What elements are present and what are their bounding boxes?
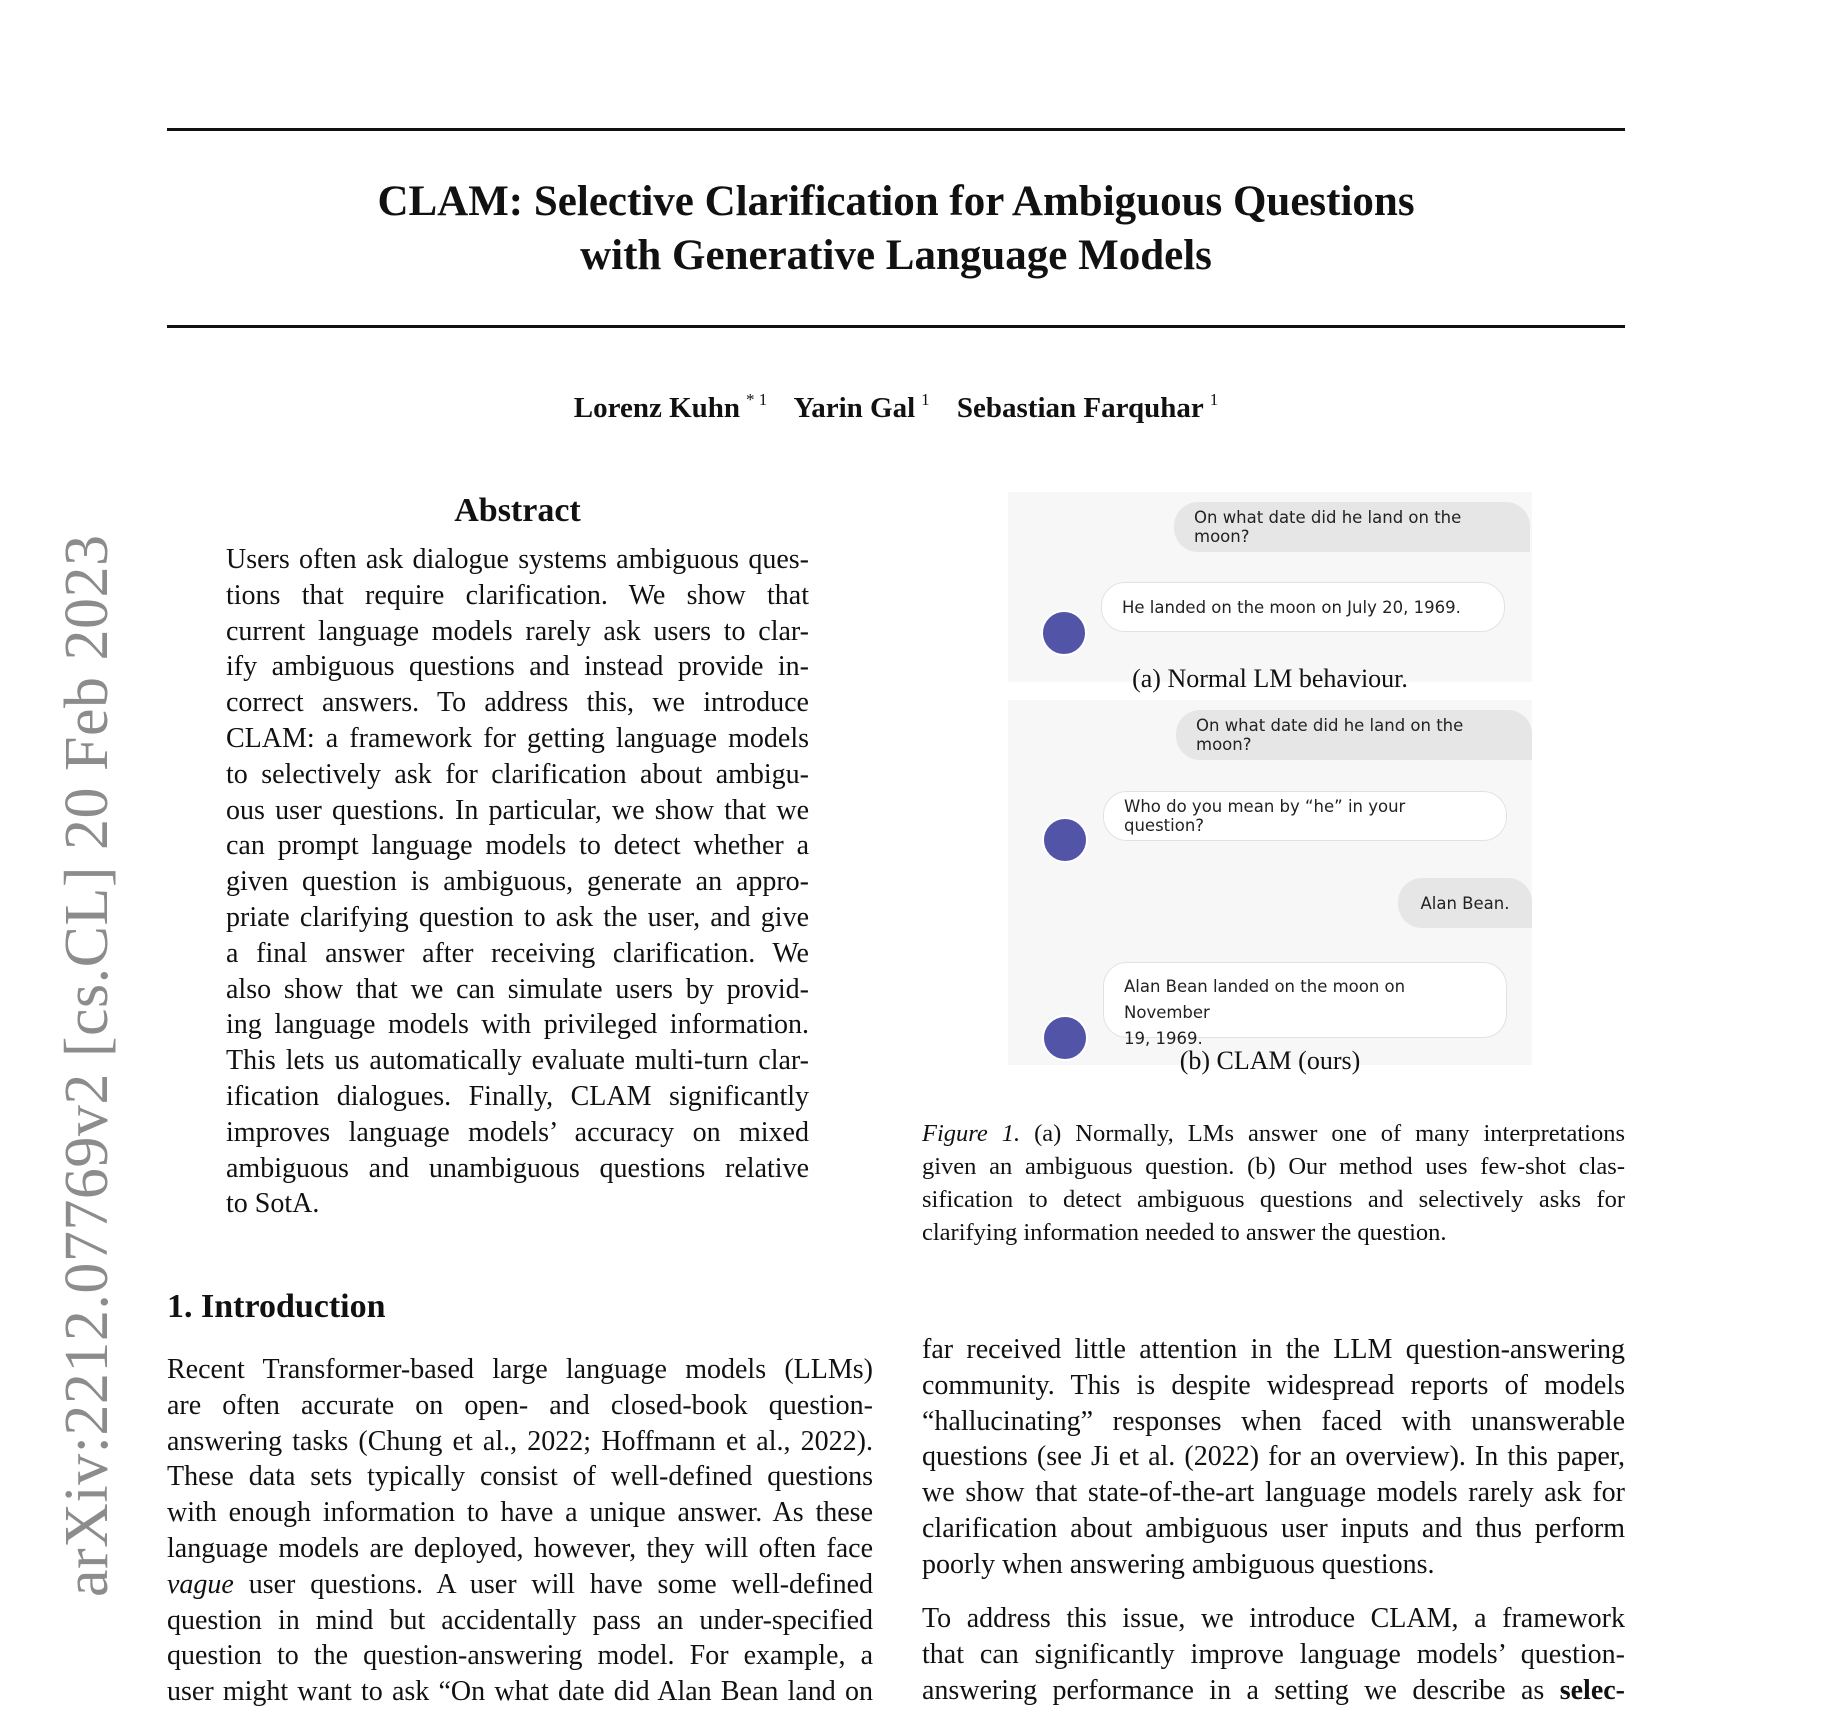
- abstract-body: [226, 542, 809, 1222]
- author-affiliation: * 1: [746, 390, 768, 409]
- caption-line: [922, 1117, 1625, 1150]
- title-rule-bottom: [167, 325, 1625, 328]
- intro-line: answering tasks (Chung et al., 2022; Hoffmann et al., 2022).: [167, 1425, 873, 1457]
- intro-line: clarification about ambiguous user inputs and thus perform: [922, 1512, 1625, 1544]
- abstract-line: to SotA.: [226, 1188, 320, 1220]
- abstract-heading: Abstract: [454, 492, 581, 529]
- intro-line-text: user questions. A user will have some well-defined: [248, 1568, 874, 1600]
- intro-line: “hallucinating” responses when faced with unanswerable: [922, 1405, 1625, 1437]
- user-question-bubble: On what date did he land on the moon?: [1174, 502, 1530, 552]
- figure-panel-normal-lm: [1008, 492, 1532, 693]
- intro-line: far received little attention in the LLM question-answering: [922, 1334, 1625, 1365]
- user-reply-bubble: Alan Bean.: [1398, 878, 1532, 928]
- author-name: Yarin Gal: [793, 392, 916, 424]
- intro-line: that can significantly improve language models’ question-: [922, 1638, 1625, 1670]
- abstract-line: ify ambiguous questions and instead provide in-: [226, 651, 809, 683]
- abstract-line: to selectively ask for clarification about ambigu-: [226, 758, 809, 790]
- author-name: Lorenz Kuhn: [573, 392, 741, 424]
- paper-title-line1: CLAM: Selective Clarification for Ambiguous Questions: [377, 178, 1415, 225]
- bot-answer-bubble: He landed on the moon on July 20, 1969.: [1101, 582, 1505, 632]
- title-rule-top: [167, 128, 1625, 131]
- intro-left-column: [167, 1352, 873, 1710]
- bot-answer-line: Alan Bean landed on the moon on November: [1124, 977, 1406, 1022]
- abstract-line: This lets us automatically evaluate multi-turn clar-: [226, 1045, 809, 1077]
- caption-text: (a) Normally, LMs answer one of many interpretations: [1034, 1120, 1626, 1147]
- intro-line: To address this issue, we introduce CLAM, a framework: [922, 1603, 1625, 1634]
- abstract-line: tions that require clarification. We show that: [226, 579, 809, 611]
- subfigure-caption-b: (b) CLAM (ours): [1179, 1046, 1361, 1075]
- abstract-line: improves language models’ accuracy on mixed: [226, 1116, 809, 1148]
- intro-line: [922, 1673, 1625, 1709]
- abstract-line: can prompt language models to detect whether a: [226, 830, 809, 862]
- abstract-line: also show that we can simulate users by provid-: [226, 973, 809, 1005]
- caption-line: clarifying information needed to answer the question.: [922, 1219, 1447, 1246]
- abstract-line: Users often ask dialogue systems ambiguous ques-: [226, 544, 809, 575]
- intro-line: poorly when answering ambiguous questions.: [922, 1548, 1435, 1580]
- figure-label: Figure 1.: [922, 1120, 1021, 1147]
- abstract-line: ous user questions. In particular, we show that we: [226, 794, 809, 826]
- intro-line: community. This is despite widespread reports of models: [922, 1369, 1625, 1401]
- intro-line: user might want to ask “On what date did Alan Bean land on: [167, 1676, 873, 1708]
- abstract-line: current language models rarely ask users to clar-: [226, 615, 809, 647]
- intro-line: we show that state-of-the-art language models rarely ask for: [922, 1477, 1625, 1509]
- figure-caption: [922, 1117, 1625, 1249]
- user-question-bubble: On what date did he land on the moon?: [1176, 710, 1532, 760]
- intro-line: question to the question-answering model. For example, a: [167, 1640, 873, 1672]
- bot-final-answer-bubble: [1103, 962, 1507, 1048]
- intro-line: questions (see Ji et al. (2022) for an overview). In this paper,: [922, 1441, 1625, 1473]
- abstract-line: given question is ambiguous, generate an appro-: [226, 866, 809, 898]
- subfigure-caption-a: (a) Normal LM behaviour.: [1132, 664, 1408, 693]
- intro-line: [167, 1567, 873, 1603]
- intro-right-paragraph-2: [922, 1601, 1625, 1708]
- intro-right-column: [922, 1332, 1625, 1583]
- intro-line: Recent Transformer-based large language models (LLMs): [167, 1354, 873, 1385]
- author-name: Sebastian Farquhar: [956, 392, 1204, 424]
- emphasis-vague: vague: [167, 1568, 234, 1600]
- abstract-line: ing language models with privileged information.: [226, 1009, 809, 1041]
- abstract-line: a final answer after receiving clarification. We: [226, 937, 809, 969]
- caption-line: sification to detect ambiguous questions and selectively asks for: [922, 1186, 1625, 1213]
- author-affiliation: 1: [921, 390, 930, 409]
- section-heading-introduction: 1. Introduction: [167, 1288, 386, 1325]
- emphasis-selective: selec-: [1559, 1674, 1626, 1706]
- bot-avatar-icon: [1042, 817, 1088, 863]
- paper-title-line2: with Generative Language Models: [580, 232, 1212, 279]
- bot-avatar-icon: [1041, 610, 1087, 656]
- abstract-line: priate clarifying question to ask the user, and give: [226, 901, 809, 933]
- intro-line: These data sets typically consist of well-defined questions: [167, 1461, 873, 1493]
- intro-line: are often accurate on open- and closed-book question-: [167, 1389, 873, 1421]
- arxiv-watermark: arXiv:2212.07769v2 [cs.CL] 20 Feb 2023: [53, 534, 121, 1597]
- intro-line: with enough information to have a unique answer. As these: [167, 1497, 873, 1529]
- bot-answer-line: 19, 1969.: [1124, 1029, 1203, 1048]
- figure-panel-clam: [1008, 700, 1532, 1075]
- author-list: [167, 390, 1625, 425]
- abstract-line: ification dialogues. Finally, CLAM significantly: [226, 1080, 809, 1112]
- intro-line: question in mind but accidentally pass an under-specified: [167, 1604, 873, 1636]
- bot-clarify-bubble: Who do you mean by “he” in your question?: [1103, 791, 1507, 841]
- intro-line-text: answering performance in a setting we describe as: [922, 1674, 1545, 1706]
- intro-line: language models are deployed, however, they will often face: [167, 1532, 873, 1564]
- abstract-line: correct answers. To address this, we introduce: [226, 687, 809, 719]
- author-affiliation: 1: [1209, 390, 1219, 409]
- caption-line: given an ambiguous question. (b) Our method uses few-shot clas-: [922, 1153, 1625, 1180]
- abstract-line: ambiguous and unambiguous questions relative: [226, 1152, 809, 1184]
- abstract-line: CLAM: a framework for getting language models: [226, 722, 809, 754]
